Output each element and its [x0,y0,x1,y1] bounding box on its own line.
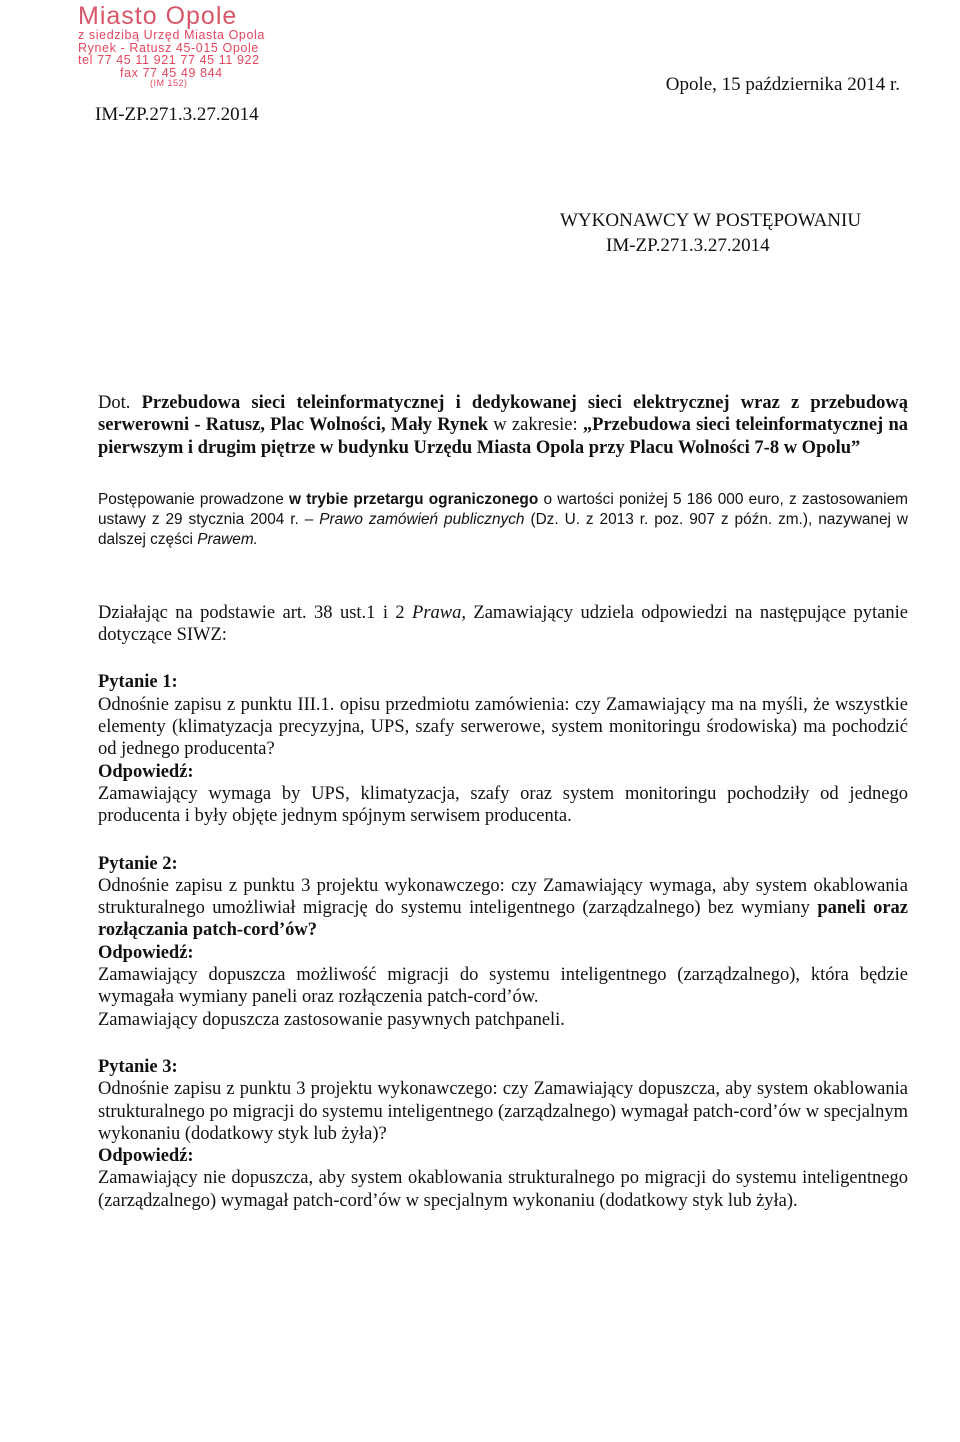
question-block-1 [98,671,908,827]
procedure-text: (Dz. U. z 2013 r. poz. 907 z późn. zm.), nazywanej w dalszej części [98,510,909,548]
subject-paragraph [98,392,908,459]
subject-scope-label: w zakresie: [493,415,578,436]
question-text-emphasis: paneli oraz rozłączania patch-cord’ów? [98,898,909,941]
procedure-text: o wartości poniżej 5 186 000 euro, z zastosowaniem ustawy z 29 stycznia 2004 r. – [98,490,908,528]
question-title: Pytanie 3: [98,1056,178,1077]
intro-paragraph [98,602,908,647]
stamp-line: z siedzibą Urzęd Miasta Opola [78,28,265,42]
subject-title: Przebudowa sieci teleinformatycznej i dedykowanej sieci elektrycznej wraz z przebudową serwerowni - Ratusz, Plac Wolności, Mały Rynek [98,393,908,436]
law-short-name: Prawa, [412,602,467,623]
letter-body [98,392,908,1212]
question-title: Pytanie 1: [98,672,178,693]
question-block-2 [98,853,908,1031]
stamp-line: (IM 152) [150,78,188,88]
stamp-title: Miasto Opole [78,2,238,30]
document-date: Opole, 15 października 2014 r. [665,74,900,95]
question-block-3 [98,1056,908,1212]
stamp-line: tel 77 45 11 921 77 45 11 922 [78,53,260,67]
intro-text: Działając na podstawie art. 38 ust.1 i 2 [98,602,405,623]
recipient-block [560,208,861,258]
stamp-line: fax 77 45 49 844 [120,65,223,80]
question-title: Pytanie 2: [98,853,178,874]
answer-text: Zamawiający dopuszcza możliwość migracji do systemu inteligentnego (zarządzalnego), która będzie wymagała wymiany paneli oraz rozłączenia patch-cord’ów. [98,965,908,1008]
question-text [98,875,908,942]
question-text: Odnośnie zapisu z punktu III.1. opisu przedmiotu zamówienia: czy Zamawiający ma na myśli, że wszystkie elementy (klimatyzacja precyzyjna, UPS, szafy serwerowe, system monitoringu środowiska) ma pochodzić od jednego producenta? [98,694,908,760]
answer-label: Odpowiedź: [98,942,194,963]
procedure-mode: w trybie przetargu ograniczonego [289,490,539,508]
question-text: Odnośnie zapisu z punktu 3 projektu wykonawczego: czy Zamawiający dopuszcza, aby system okablowania strukturalnego po migracji do systemu inteligentnego (zarządzalnego) wymagał patch-cord’ów w specjalnym wykonaniu (dodatkowy styk lub żyła)? [98,1079,908,1144]
answer-text: Zamawiający nie dopuszcza, aby system okablowania strukturalnego po migracji do systemu inteligentnego (zarządzalnego) wymagał patch-cord’ów w specjalnym wykonaniu (dodatkowy styk lub żyła). [98,1168,908,1211]
procedure-paragraph [98,490,908,550]
procedure-text: Postępowanie prowadzone [98,490,284,508]
answer-label: Odpowiedź: [98,1146,194,1167]
stamp-line: Rynek - Ratusz 45-015 Opole [78,40,259,55]
subject-scope: „Przebudowa sieci teleinformatycznej na pierwszym i drugim piętrze w budynku Urzędu Miasta Opola przy Placu Wolności 7-8 w Opolu” [98,415,909,458]
answer-label: Odpowiedź: [98,761,194,782]
subject-prefix: Dot. [98,393,131,413]
question-text-part: Odnośnie zapisu z punktu 3 projektu wykonawczego: czy Zamawiający wymaga, aby system okablowania strukturalnego umożliwiał migrację do systemu inteligentnego (zarządzalnego) bez wymiany [98,875,908,919]
law-title: Prawo zamówień publicznych [319,510,525,528]
office-stamp [78,4,338,88]
answer-text: Zamawiający dopuszcza zastosowanie pasywnych patchpaneli. [98,1009,565,1030]
recipient-reference: IM-ZP.271.3.27.2014 [606,235,770,256]
answer-text: Zamawiający wymaga by UPS, klimatyzacja, szafy oraz system monitoringu pochodziły od jednego producenta i były objęte jednym spójnym serwisem producenta. [98,783,908,827]
reference-number: IM-ZP.271.3.27.2014 [95,104,259,125]
recipient-line: WYKONAWCY W POSTĘPOWANIU [560,210,862,231]
intro-text: Zamawiający udziela odpowiedzi na następujące pytanie dotyczące SIWZ: [98,602,909,646]
law-short-name: Prawem. [197,530,258,548]
